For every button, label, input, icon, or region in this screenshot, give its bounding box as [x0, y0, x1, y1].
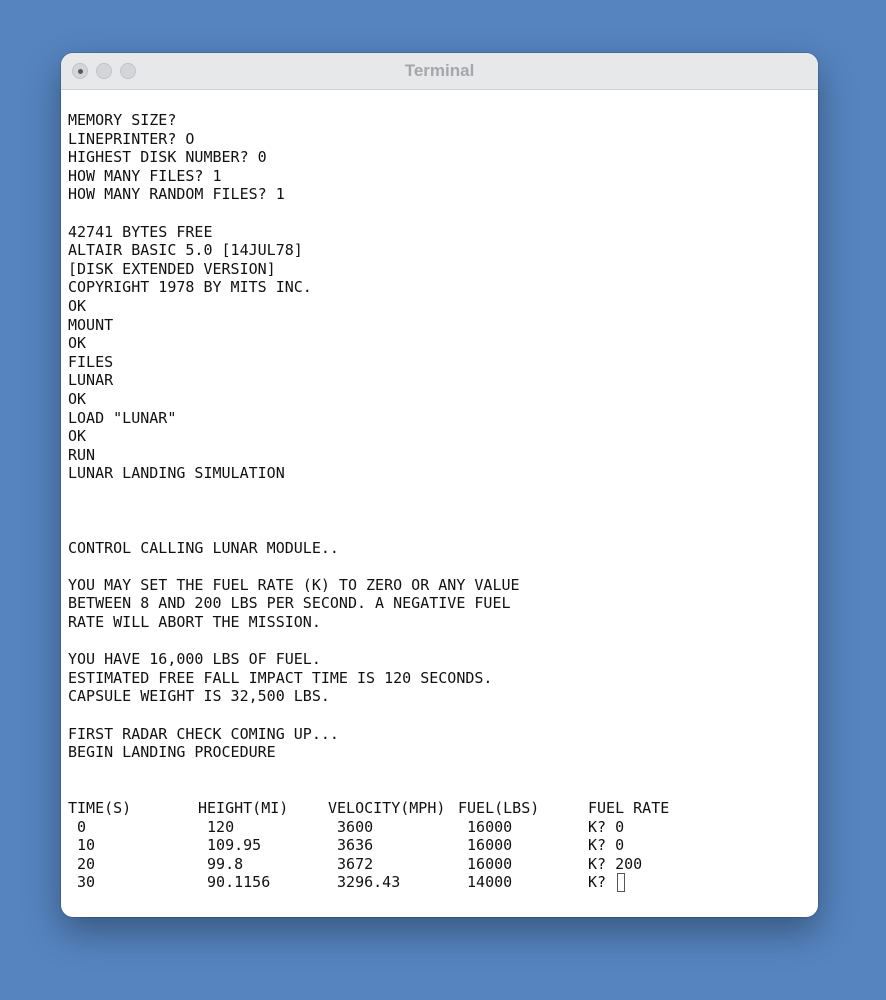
table-cell: K? 0	[588, 817, 625, 836]
table-cell: 16000	[458, 817, 513, 836]
table-cell: 99.8	[198, 854, 244, 873]
terminal-line	[68, 762, 812, 781]
terminal-line	[68, 483, 812, 502]
terminal-line: CONTROL CALLING LUNAR MODULE..	[68, 538, 339, 557]
input-prompt[interactable]: K?	[588, 873, 708, 892]
terminal-line: OK	[68, 296, 87, 315]
terminal-line	[68, 501, 812, 520]
terminal-line: CAPSULE WEIGHT IS 32,500 LBS.	[68, 687, 330, 706]
terminal-line: RUN	[68, 445, 96, 464]
table-cell: 0	[68, 817, 87, 836]
column-header: FUEL(LBS)	[458, 798, 540, 817]
table-cell: 14000	[458, 873, 513, 892]
table-cell: 16000	[458, 854, 513, 873]
terminal-line: LOAD "LUNAR"	[68, 408, 177, 427]
terminal-line: COPYRIGHT 1978 BY MITS INC.	[68, 278, 312, 297]
terminal-output[interactable]	[68, 111, 812, 909]
terminal-line: FIRST RADAR CHECK COMING UP...	[68, 724, 339, 743]
terminal-line: BETWEEN 8 AND 200 LBS PER SECOND. A NEGATIVE FUEL	[68, 594, 511, 613]
text-cursor	[617, 873, 625, 892]
column-header: VELOCITY(MPH)	[328, 798, 446, 817]
terminal-line: BEGIN LANDING PROCEDURE	[68, 743, 276, 762]
terminal-line: [DISK EXTENDED VERSION]	[68, 259, 276, 278]
terminal-line: MEMORY SIZE?	[68, 111, 177, 129]
terminal-lines	[68, 111, 812, 799]
title-bar[interactable]	[61, 53, 818, 90]
table-cell: 109.95	[198, 836, 262, 855]
table-cell: K? 200	[588, 854, 643, 873]
terminal-line: OK	[68, 334, 87, 353]
terminal-line: 42741 BYTES FREE	[68, 222, 213, 241]
terminal-line: HOW MANY RANDOM FILES? 1	[68, 185, 285, 204]
table-cell: 120	[198, 817, 235, 836]
terminal-line	[68, 520, 812, 539]
terminal-line	[68, 557, 812, 576]
table-cell: 3600	[328, 817, 374, 836]
terminal-line: LINEPRINTER? O	[68, 129, 195, 148]
terminal-line: ESTIMATED FREE FALL IMPACT TIME IS 120 SECONDS.	[68, 668, 493, 687]
terminal-line: HOW MANY FILES? 1	[68, 166, 222, 185]
terminal-line: HIGHEST DISK NUMBER? 0	[68, 148, 267, 167]
column-header: HEIGHT(MI)	[198, 798, 289, 817]
terminal-line: FILES	[68, 352, 114, 371]
terminal-line: LUNAR	[68, 371, 114, 390]
terminal-line: YOU MAY SET THE FUEL RATE (K) TO ZERO OR ANY VALUE	[68, 575, 520, 594]
table-cell: 90.1156	[198, 873, 271, 892]
terminal-line	[68, 706, 812, 725]
table-cell: 3672	[328, 854, 374, 873]
terminal-line: MOUNT	[68, 315, 114, 334]
radar-table	[68, 799, 812, 892]
table-cell: K? 0	[588, 836, 625, 855]
terminal-line: YOU HAVE 16,000 LBS OF FUEL.	[68, 650, 321, 669]
table-cell: 20	[68, 854, 96, 873]
table-cell: 10	[68, 836, 96, 855]
column-header: FUEL RATE	[588, 798, 670, 817]
terminal-line: OK	[68, 427, 87, 446]
terminal-line: ALTAIR BASIC 5.0 [14JUL78]	[68, 241, 303, 260]
table-cell: 16000	[458, 836, 513, 855]
table-cell: 3296.43	[328, 873, 401, 892]
table-cell: 3636	[328, 836, 374, 855]
terminal-line	[68, 204, 812, 223]
terminal-line	[68, 632, 812, 651]
column-header: TIME(S)	[68, 798, 132, 817]
terminal-line: RATE WILL ABORT THE MISSION.	[68, 613, 321, 632]
terminal-window	[61, 53, 818, 917]
terminal-line: LUNAR LANDING SIMULATION	[68, 464, 285, 483]
window-title: Terminal	[404, 61, 475, 80]
table-cell: 30	[68, 873, 96, 892]
terminal-line: OK	[68, 389, 87, 408]
terminal-line	[68, 780, 812, 799]
